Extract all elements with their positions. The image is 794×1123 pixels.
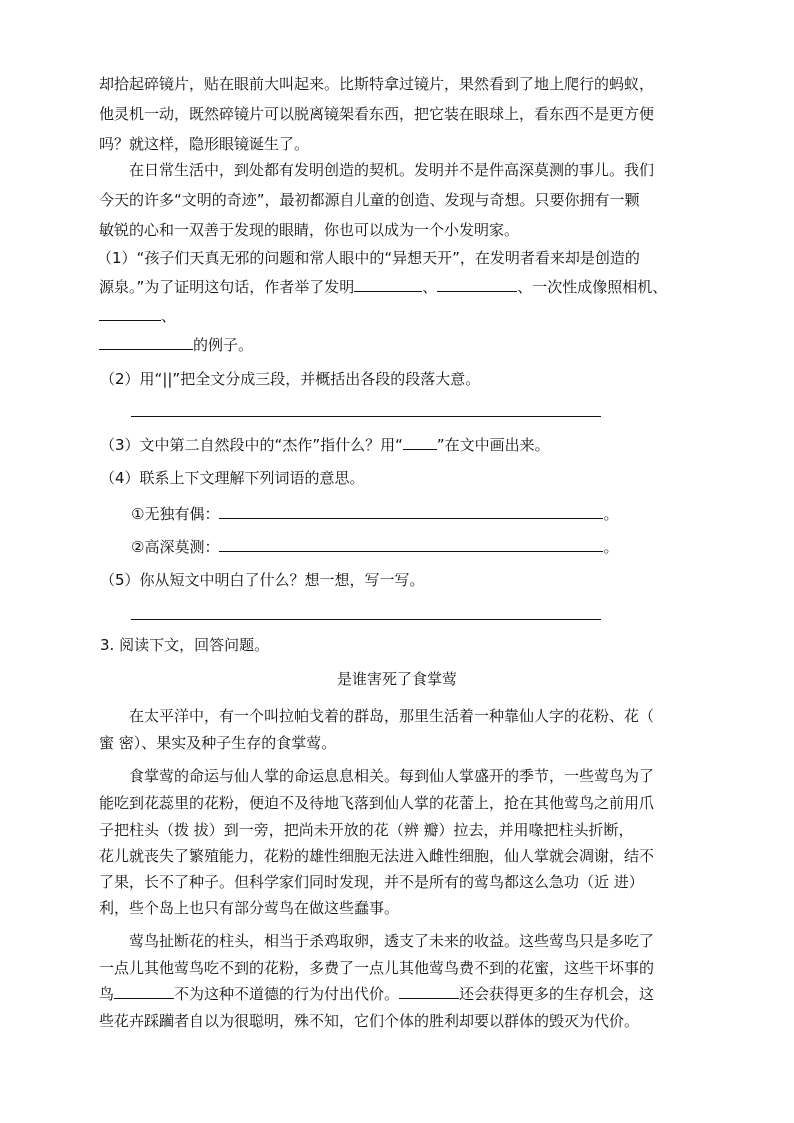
- question-2: （2）用“||”把全文分成三段，并概括出各段的段落大意。: [100, 370, 481, 388]
- q4-period: 。: [603, 538, 619, 556]
- text-line: 在日常生活中，到处都有发明创造的契机。发明并不是件高深莫测的事儿。我们: [129, 161, 655, 179]
- answer-line[interactable]: [131, 619, 601, 620]
- question-5: （5）你从短文中明白了什么？想一想，写一写。: [100, 571, 425, 589]
- p3-text: 还会获得更多的生存机会，这: [459, 985, 655, 1003]
- text-line: 却拾起碎镜片，贴在眼前大叫起来。比斯特拿过镜片，果然看到了地上爬行的蚂蚁，: [99, 75, 655, 93]
- text-line: 他灵机一动，既然碎镜片可以脱离镜架看东西，把它装在眼球上，看东西不是更方便: [99, 105, 655, 123]
- q4-period: 。: [603, 505, 619, 523]
- text-line: 食掌莺的命运与仙人掌的命运息息相关。每到仙人掌盛开的季节，一些莺鸟为了: [129, 767, 655, 785]
- question-1-line: （1）“孩子们天真无邪的问题和常人眼中的“异想天开”，在发明者看来却是创造的: [97, 249, 640, 267]
- text-line: 了果，长不了种子。但科学家们同时发现，并不是所有的莺鸟都这么急功（近 进）: [99, 873, 644, 891]
- q1-sep: 、: [161, 307, 177, 325]
- answer-blank[interactable]: [399, 984, 459, 999]
- p3-text: 不为这种不道德的行为付出代价。: [174, 985, 400, 1003]
- text-line: 吗？就这样，隐形眼镜诞生了。: [99, 135, 310, 153]
- q3-text: ”在文中画出来。: [436, 436, 550, 454]
- q1-sep: 、: [422, 278, 438, 296]
- text-line: [99, 984, 654, 1004]
- article-title: 是谁害死了食掌莺: [336, 670, 457, 688]
- answer-blank[interactable]: [219, 537, 603, 552]
- question-3: [100, 435, 550, 455]
- answer-blank[interactable]: [354, 277, 422, 292]
- text-line: 今天的许多“文明的奇迹”，最初都源自儿童的创造、发现与奇想。只要你拥有一颗: [99, 191, 640, 209]
- text-line: 能吃到花蕊里的花粉，便迫不及待地飞落到仙人掌的花蕾上，抢在其他莺鸟之前用爪: [99, 794, 655, 812]
- question-4: （4）联系上下文理解下列词语的意思。: [100, 469, 365, 487]
- text-line: 一点儿其他莺鸟吃不到的花粉，多费了一点儿其他莺鸟费不到的花蜜，这些干坏事的: [99, 959, 655, 977]
- text-line: 利，些个岛上也只有部分莺鸟在做这些蠢事。: [99, 899, 400, 917]
- question-4-item: [131, 537, 618, 557]
- answer-blank[interactable]: [219, 504, 603, 519]
- answer-blank[interactable]: [99, 335, 193, 350]
- answer-blank[interactable]: [437, 277, 517, 292]
- text-line: 些花卉踩躏者自以为很聪明，殊不知，它们个体的胜利却要以群体的毁灭为代价。: [99, 1012, 640, 1030]
- q1-sep: 、一次性成像照相机、: [517, 278, 668, 296]
- underline-sample: [403, 435, 437, 450]
- text-line: 敏锐的心和一双善于发现的眼睛，你也可以成为一个小发明家。: [99, 221, 520, 239]
- text-line: 花儿就丧失了繁殖能力，花粉的雄性细胞无法进入雌性细胞，仙人掌就会凋谢，结不: [99, 847, 655, 865]
- question-1-line: [99, 306, 176, 326]
- question-1-line: [99, 335, 253, 355]
- q3-text: （3）文中第二自然段中的“杰作”指什么？用“: [100, 436, 403, 454]
- answer-blank[interactable]: [99, 306, 161, 321]
- q1-text: 的例子。: [193, 336, 254, 354]
- answer-blank[interactable]: [114, 984, 174, 999]
- q4-term: ②高深莫测：: [131, 538, 220, 556]
- question-4-item: [131, 504, 618, 524]
- q4-term: ①无独有偶：: [131, 505, 220, 523]
- text-line: 子把柱头（拨 拔）到一旁，把尚未开放的花（辨 瓣）拉去，并用喙把柱头折断，: [99, 821, 634, 839]
- text-line: 在太平洋中，有一个叫拉帕戈着的群岛，那里生活着一种靠仙人字的花粉、花（: [129, 707, 655, 725]
- q1-text: 源泉。”为了证明这句话，作者举了发明: [99, 278, 355, 296]
- answer-line[interactable]: [131, 416, 601, 417]
- text-line: 蜜 密）、果实及种子生存的食掌莺。: [99, 734, 337, 752]
- text-line: 莺鸟扯断花的柱头，相当于杀鸡取卵，透支了未来的收益。这些莺鸟只是多吃了: [129, 932, 655, 950]
- question-1-line: [99, 277, 667, 297]
- section-heading: 3. 阅读下文，回答问题。: [100, 636, 270, 654]
- p3-text: 鸟: [99, 985, 115, 1003]
